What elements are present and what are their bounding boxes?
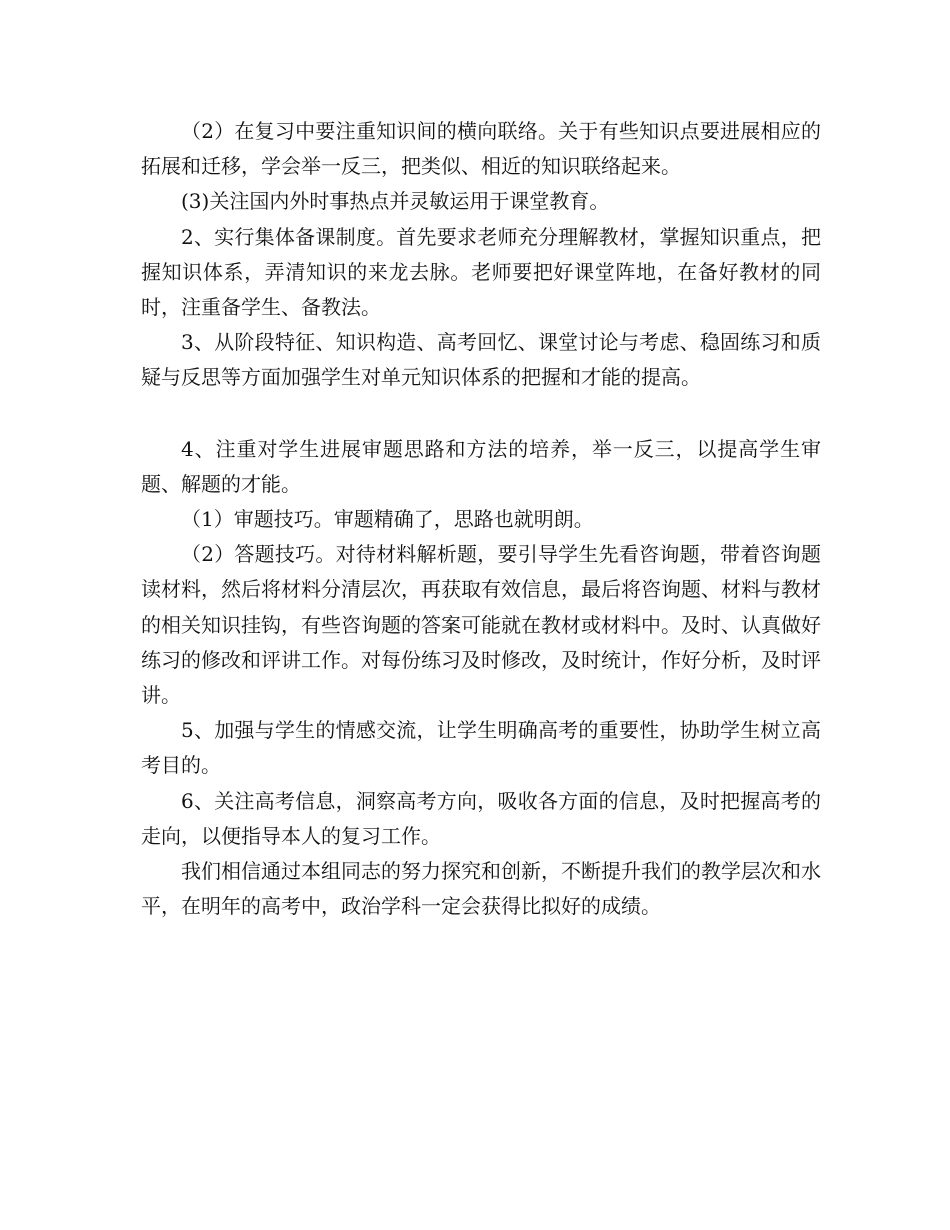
- paragraph-conclusion: 我们相信通过本组同志的努力探究和创新，不断提升我们的教学层次和水平，在明年的高考中，政治学科一定会获得比拟好的成绩。: [141, 859, 821, 919]
- paragraph-emotional-communication: 5、加强与学生的情感交流，让学生明确高考的重要性，协助学生树立高考目的。: [141, 718, 821, 778]
- paragraph-exam-information: 6、关注高考信息，洞察高考方向，吸收各方面的信息，及时把握高考的走向，以便指导本人的复习工作。: [141, 788, 821, 848]
- document-body: [141, 114, 821, 924]
- paragraph-reading-technique: （1）审题技巧。审题精确了，思路也就明朗。: [181, 507, 594, 532]
- paragraph-answering-technique: （2）答题技巧。对待材料解析题，要引导学生先看咨询题，带着咨询题读材料，然后将材料分清层次，再获取有效信息，最后将咨询题、材料与教材的相关知识挂钩，有些咨询题的答案可能就在教材或材料中。及时、认真做好练习的修改和评讲工作。对每份练习及时修改，及时统计，作好分析，及时评讲。: [141, 542, 821, 708]
- paragraph-problem-solving-training: 4、注重对学生进展审题思路和方法的培养，举一反三，以提高学生审题、解题的才能。: [141, 436, 821, 496]
- paragraph-review-horizontal-links: （2）在复习中要注重知识间的横向联络。关于有些知识点要进展相应的拓展和迁移，学会举一反三，把类似、相近的知识联络起来。: [141, 119, 821, 179]
- paragraph-unit-knowledge-system: 3、从阶段特征、知识构造、高考回忆、课堂讨论与考虑、稳固练习和质疑与反思等方面加强学生对单元知识体系的把握和才能的提高。: [141, 330, 821, 390]
- paragraph-current-affairs: (3)关注国内外时事热点并灵敏运用于课堂教育。: [181, 189, 610, 214]
- paragraph-collective-lesson-prep: 2、实行集体备课制度。首先要求老师充分理解教材，掌握知识重点，把握知识体系，弄清知识的来龙去脉。老师要把好课堂阵地，在备好教材的同时，注重备学生、备教法。: [141, 224, 821, 320]
- paragraph-gap: [141, 396, 821, 432]
